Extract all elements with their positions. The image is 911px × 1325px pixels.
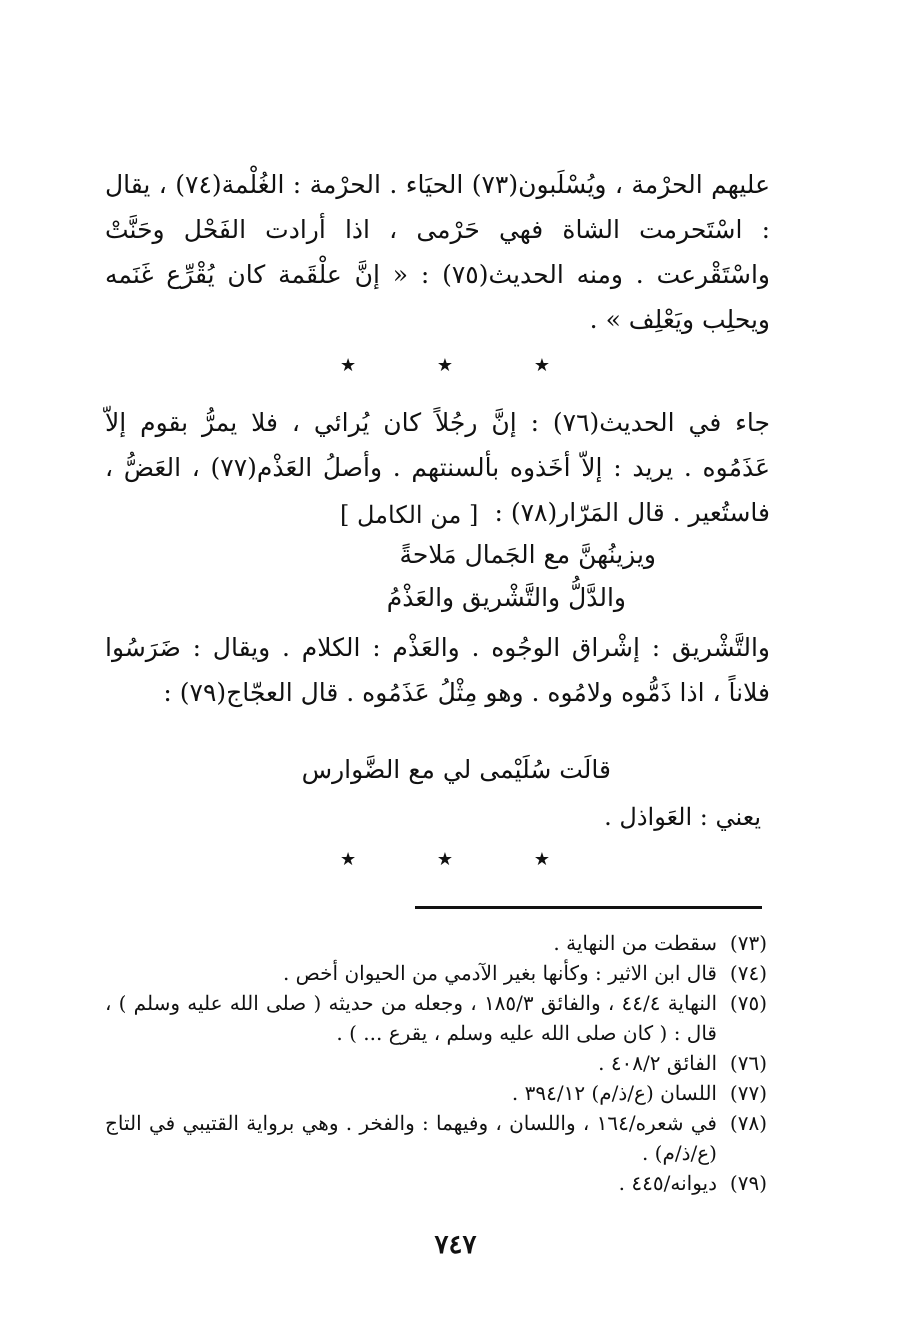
- meter-note: [ من الكامل ]: [340, 501, 479, 529]
- footnote-number: (٧٧): [729, 1081, 767, 1105]
- footnote-number: (٧٨): [729, 1111, 767, 1135]
- footnote-item: [105, 958, 767, 988]
- footnote-text: اللسان (ع/ذ/م) ٣٩٤/١٢ .: [511, 1081, 717, 1105]
- section-separator-2: [340, 850, 550, 870]
- footnote-text: سقطت من النهاية .: [553, 931, 717, 955]
- star-icon: ★: [533, 849, 550, 870]
- footnote-number: (٧٥): [729, 991, 767, 1015]
- verse-2: قالَت سُلَيْمى لي مع الضَّوارس: [301, 755, 611, 784]
- footnote-number: (٧٤): [729, 961, 767, 985]
- footnote-text: في شعره/١٦٤ ، واللسان ، وفيهما : والفخر . وهي برواية القتيبي في التاج (ع/ذ/م) .: [105, 1111, 717, 1165]
- verse-1-first-half: ويزينُهنَّ مع الجَمال مَلاحةً: [399, 540, 656, 569]
- footnote-number: (٧٣): [729, 931, 767, 955]
- footnote-number: (٧٦): [729, 1051, 767, 1075]
- footnote-item: [105, 928, 767, 958]
- footnote-number: (٧٩): [729, 1171, 767, 1195]
- footnote-divider: [415, 906, 762, 909]
- footnote-item: [105, 1048, 767, 1078]
- star-icon: ★: [436, 849, 454, 870]
- footnote-item: [105, 1108, 767, 1168]
- footnote-item: [105, 1168, 767, 1198]
- footnote-text: ديوانه/٤٤٥ .: [618, 1171, 717, 1195]
- paragraph-2: جاء في الحديث(٧٦) : إنَّ رجُلاً كان يُرائي ، فلا يمرُّ بقوم إلاّ عَذَمُوه . يريد : إلاّ أخَذوه بألسنتهم . وأصلُ العَذْم(٧٧) ، العَضُّ ، فاستُعير . قال المَرّار(٧٨) :: [105, 408, 770, 527]
- footnote-item: [105, 1078, 767, 1108]
- star-icon: ★: [436, 355, 454, 376]
- verse-1-second-half: والدَّلُّ والتَّشْريق والعَذْمُ: [386, 583, 626, 612]
- footnote-item: [105, 988, 767, 1048]
- verse-explanation: يعني : العَواذل .: [604, 803, 761, 831]
- star-icon: ★: [340, 355, 357, 376]
- section-separator-1: [340, 356, 550, 376]
- star-icon: ★: [533, 355, 550, 376]
- footnotes: [105, 928, 767, 1198]
- paragraph-1: عليهم الحرْمة ، ويُسْلَبون(٧٣) الحيَاء . الحرْمة : الغُلْمة(٧٤) ، يقال : اسْتَحرمت الشاة فهي حَرْمى ، اذا أرادت الفَحْل وحَنَّتْ واسْتَقْرعت . ومنه الحديث(٧٥) : « إنَّ علْقَمة كان يُقْرِّع غَنَمه ويحلِب ويَعْلِف » .: [105, 170, 770, 334]
- footnote-text: النهاية ٤٤/٤ ، والفائق ١٨٥/٣ ، وجعله من حديثه ( صلى الله عليه وسلم ) ، قال : ( كان صلى الله عليه وسلم ، يقرع ... ) .: [105, 991, 718, 1045]
- star-icon: ★: [340, 849, 357, 870]
- paragraph-3: والتَّشْريق : إشْراق الوجُوه . والعَذْم : الكلام . ويقال : ضَرَسُوا فلاناً ، اذا ذَمُّوه ولامُوه . وهو مِثْلُ عَذَمُوه . قال العجّاج(٧٩) :: [105, 633, 770, 707]
- page-number: ٧٤٧: [434, 1230, 477, 1260]
- footnote-text: الفائق ٤٠٨/٢ .: [598, 1051, 717, 1075]
- footnote-text: قال ابن الاثير : وكأنها بغير الآدمي من الحيوان أخص .: [282, 961, 717, 985]
